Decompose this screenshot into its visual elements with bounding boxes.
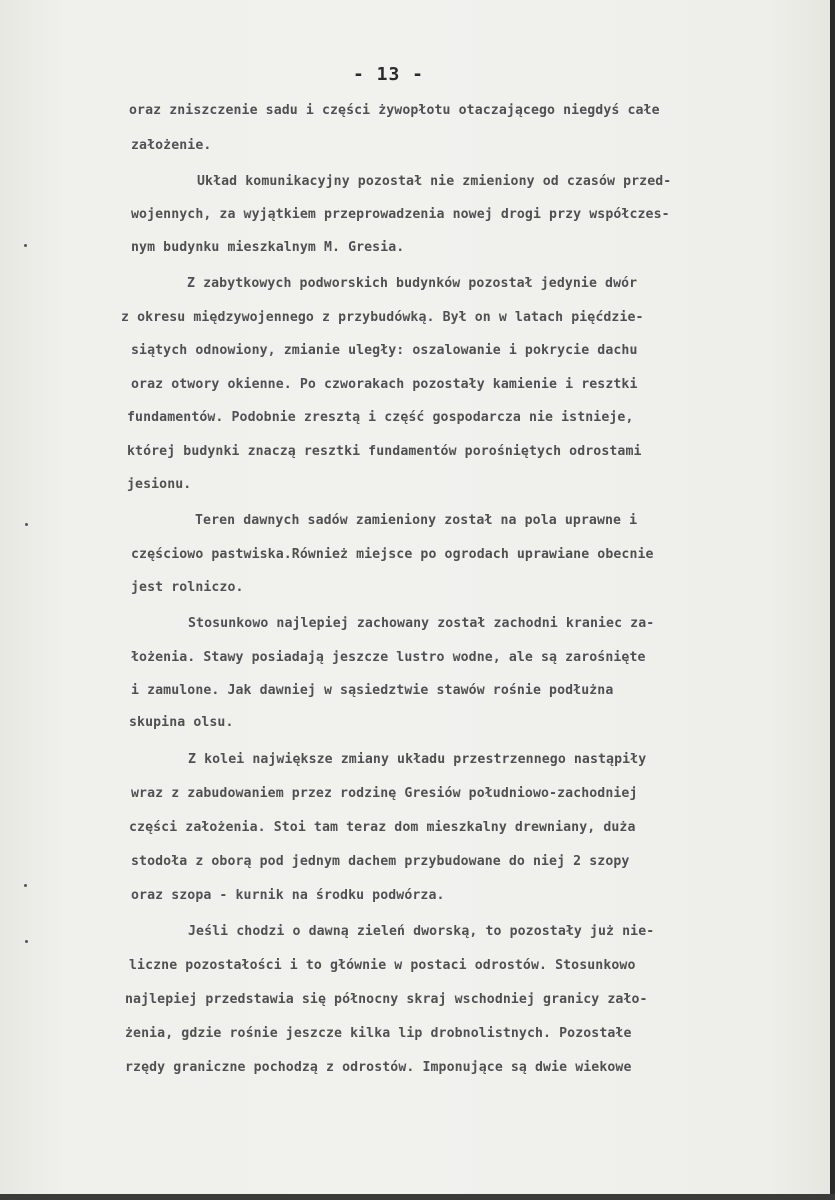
- text-line: Z zabytkowych podworskich budynków pozostał jedynie dwór: [187, 276, 638, 291]
- text-line: i zamulone. Jak dawniej w sąsiedztwie stawów rośnie podłużna: [131, 683, 614, 698]
- punch-mark: [24, 244, 27, 247]
- page-number: - 13 -: [353, 64, 425, 85]
- text-line: Z kolei największe zmiany układu przestrzennego nastąpiły: [188, 752, 647, 767]
- scan-edge-right: [830, 0, 835, 1200]
- text-line: której budynki znaczą resztki fundamentów porośniętych odrostami: [127, 444, 642, 459]
- text-line: wraz z zabudowaniem przez rodzinę Gresiów południowo-zachodniej: [131, 786, 638, 801]
- text-line: stodoła z oborą pod jednym dachem przybudowane do niej 2 szopy: [131, 854, 630, 869]
- text-line: liczne pozostałości i to głównie w postaci odrostów. Stosunkowo: [129, 958, 636, 973]
- text-line: najlepiej przedstawia się północny skraj wschodniej granicy zało-: [125, 992, 648, 1007]
- text-line: części założenia. Stoi tam teraz dom mieszkalny drewniany, duża: [129, 820, 636, 835]
- text-line: wojennych, za wyjątkiem przeprowadzenia nowej drogi przy współczes-: [131, 207, 670, 222]
- text-line: Układ komunikacyjny pozostał nie zmieniony od czasów przed-: [197, 174, 672, 189]
- text-line: oraz szopa - kurnik na środku podwórza.: [131, 888, 445, 903]
- text-line: jesionu.: [127, 477, 192, 492]
- punch-mark: [24, 884, 27, 887]
- text-line: fundamentów. Podobnie zresztą i część gospodarcza nie istnieje,: [127, 410, 634, 425]
- text-line: Teren dawnych sadów zamieniony został na pola uprawne i: [195, 513, 638, 528]
- text-line: oraz otwory okienne. Po czworakach pozostały kamienie i resztki: [131, 377, 638, 392]
- scan-edge-bottom: [0, 1194, 835, 1200]
- text-line: oraz zniszczenie sadu i części żywopłotu otaczającego niegdyś całe: [129, 103, 660, 118]
- text-line: założenie.: [131, 138, 212, 153]
- punch-mark: [25, 940, 28, 943]
- punch-mark: [25, 523, 28, 526]
- text-line: jest rolniczo.: [131, 580, 244, 595]
- text-line: łożenia. Stawy posiadają jeszcze lustro wodne, ale są zarośnięte: [131, 650, 646, 665]
- text-line: nym budynku mieszkalnym M. Gresia.: [131, 240, 405, 255]
- text-line: Stosunkowo najlepiej zachowany został zachodni kraniec za-: [188, 616, 655, 631]
- text-line: żenia, gdzie rośnie jeszcze kilka lip drobnolistnych. Pozostałe: [125, 1026, 632, 1041]
- text-line: skupina olsu.: [129, 715, 234, 730]
- text-line: siątych odnowiony, zmianie uległy: oszalowanie i pokrycie dachu: [131, 343, 638, 358]
- text-line: Jeśli chodzi o dawną zieleń dworską, to pozostały już nie-: [188, 924, 655, 939]
- text-line: rzędy graniczne pochodzą z odrostów. Imponujące są dwie wiekowe: [125, 1060, 632, 1075]
- text-line: z okresu międzywojennego z przybudówką. Był on w latach pięćdzie-: [121, 310, 644, 325]
- text-line: częściowo pastwiska.Również miejsce po ogrodach uprawiane obecnie: [131, 547, 654, 562]
